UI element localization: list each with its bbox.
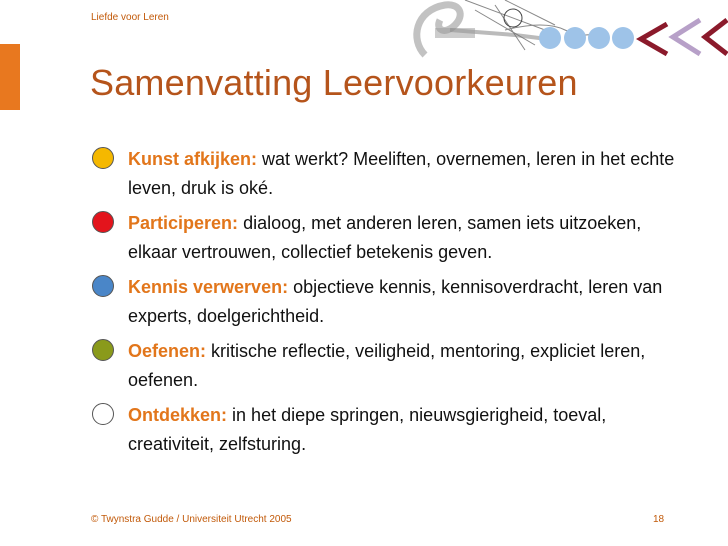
- header-label: Liefde voor Leren: [91, 12, 169, 23]
- green-dot-icon: [92, 339, 114, 361]
- decor-chevron: [705, 20, 727, 54]
- list-item: [90, 337, 710, 401]
- decor-circle: [539, 27, 561, 49]
- yellow-dot-icon: [92, 147, 114, 169]
- red-dot-icon: [92, 211, 114, 233]
- item-term: Ontdekken:: [128, 405, 228, 425]
- item-description: dialoog, met anderen leren, samen iets uitzoeken, elkaar vertrouwen, collectief betekenis geven.: [128, 213, 642, 262]
- slide-title: Samenvatting Leervoorkeuren: [90, 62, 578, 103]
- item-description: objectieve kennis, kennisoverdracht, leren van experts, doelgerichtheid.: [128, 277, 663, 326]
- item-term: Kennis verwerven:: [128, 277, 289, 297]
- list-item: [90, 145, 710, 209]
- list-item: [90, 401, 710, 465]
- decor-chevron: [673, 20, 700, 54]
- item-term: Oefenen:: [128, 341, 207, 361]
- item-description: kritische reflectie, veiligheid, mentoring, expliciet leren, oefenen.: [128, 341, 646, 390]
- preference-list: [90, 145, 710, 465]
- list-item: [90, 273, 710, 337]
- decor-chevron: [641, 24, 667, 54]
- item-description: wat werkt? Meeliften, overnemen, leren in het echte leven, druk is oké.: [128, 149, 675, 198]
- item-description: in het diepe springen, nieuwsgierigheid, toeval, creativiteit, zelfsturing.: [128, 405, 607, 454]
- decor-circle: [612, 27, 634, 49]
- blue-dot-icon: [92, 275, 114, 297]
- item-term: Participeren:: [128, 213, 239, 233]
- decor-circle: [588, 27, 610, 49]
- footer-copyright: © Twynstra Gudde / Universiteit Utrecht 2005: [91, 514, 292, 525]
- white-dot-icon: [92, 403, 114, 425]
- item-term: Kunst afkijken:: [128, 149, 258, 169]
- header-decoration: [405, 0, 728, 60]
- list-item: [90, 209, 710, 273]
- decor-circle: [564, 27, 586, 49]
- page-number: 18: [653, 514, 665, 525]
- orange-accent-bar: [0, 44, 20, 110]
